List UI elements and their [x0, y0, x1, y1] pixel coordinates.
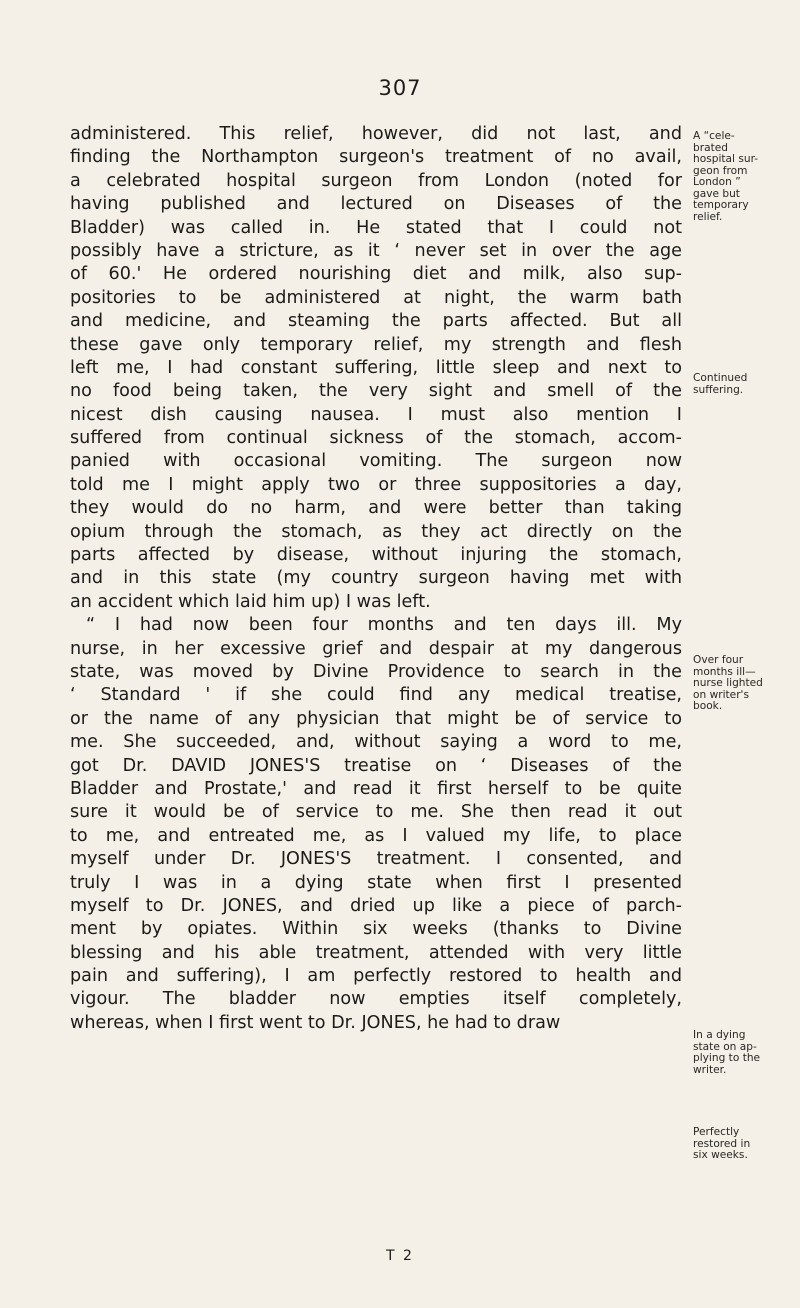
text-line: whereas, when I first went to Dr. JONES, he had to draw — [70, 1012, 561, 1033]
text-line: parts affected by disease, without injuring the stomach, — [70, 545, 682, 566]
text-line: told me I might apply two or three suppositories a day, — [70, 474, 682, 495]
margin-note-line: book. — [693, 700, 723, 712]
margin-note-line: Over four — [693, 654, 744, 666]
text-line: me. She succeeded, and, without saying a word to me, — [70, 732, 682, 753]
text-line: Bladder) was called in. He stated that I could not — [70, 217, 682, 238]
margin-note-line: London ” — [693, 176, 741, 188]
margin-note-line: restored in — [693, 1137, 751, 1150]
text-line: these gave only temporary relief, my strength and flesh — [70, 334, 682, 355]
margin-note-perfectly-restored — [693, 1127, 797, 1162]
margin-note-line: months ill— — [693, 665, 756, 678]
text-line: having published and lectured on Diseases of the — [70, 194, 682, 215]
text-line: opium through the stomach, as they act directly on the — [70, 521, 682, 542]
text-line: and medicine, and steaming the parts affected. But all — [70, 311, 682, 332]
text-line: Bladder and Prostate,' and read it first herself to be quite — [70, 778, 682, 799]
margin-note-line: Continued — [693, 372, 748, 384]
margin-note-line: state on ap- — [693, 1040, 757, 1053]
margin-note-line: Perfectly — [693, 1126, 740, 1138]
margin-note-line: gave but — [693, 187, 740, 200]
text-line: ‘ Standard ' if she could find any medical treatise, — [70, 685, 682, 706]
text-line: positories to be administered at night, the warm bath — [70, 287, 682, 308]
text-line: left me, I had constant suffering, little sleep and next to — [70, 357, 682, 378]
margin-note-line: In a dying — [693, 1029, 746, 1041]
text-line: and in this state (my country surgeon having met with — [70, 568, 682, 589]
margin-note-line: geon from — [693, 164, 748, 177]
text-line: state, was moved by Divine Providence to search in the — [70, 661, 682, 682]
text-line: no food being taken, the very sight and smell of the — [70, 381, 682, 402]
margin-note-dying-state — [693, 1030, 797, 1076]
text-line: “ I had now been four months and ten days ill. My — [86, 615, 682, 636]
text-line: of 60.' He ordered nourishing diet and milk, also sup- — [70, 264, 682, 285]
text-line: possibly have a stricture, as it ‘ never set in over the age — [70, 240, 682, 261]
margin-note-over-four-months — [693, 655, 797, 713]
margin-note-line: nurse lighted — [693, 677, 763, 689]
text-line: nurse, in her excessive grief and despair at my dangerous — [70, 638, 682, 659]
text-line: truly I was in a dying state when first I presented — [70, 872, 682, 893]
text-line: or the name of any physician that might be of service to — [70, 708, 682, 729]
body-text — [70, 123, 682, 1035]
text-line: finding the Northampton surgeon's treatment of no avail, — [70, 147, 682, 168]
margin-note-line: suffering. — [693, 383, 744, 396]
margin-note-line: six weeks. — [693, 1149, 748, 1161]
margin-note-line: A “cele- — [693, 130, 735, 142]
margin-note-line: temporary — [693, 199, 749, 211]
margin-note-celebrated-surgeon — [693, 131, 797, 223]
text-line: a celebrated hospital surgeon from London (noted for — [70, 170, 682, 191]
margin-note-line: on writer's — [693, 688, 749, 701]
signature-mark: T 2 — [386, 1248, 414, 1264]
text-line: nicest dish causing nausea. I must also mention I — [70, 404, 682, 425]
text-line: an accident which laid him up) I was left. — [70, 591, 431, 612]
margin-note-line: writer. — [693, 1063, 727, 1076]
margin-note-line: plying to the — [693, 1052, 761, 1064]
text-line: myself to Dr. JONES, and dried up like a piece of parch- — [70, 895, 682, 916]
margin-note-continued-suffering — [693, 373, 797, 396]
text-line: to me, and entreated me, as I valued my life, to place — [70, 825, 682, 846]
margin-note-line: hospital sur- — [693, 153, 759, 165]
margin-note-line: relief. — [693, 210, 723, 223]
text-line: pain and suffering), I am perfectly restored to health and — [70, 966, 682, 987]
text-line: sure it would be of service to me. She then read it out — [70, 802, 682, 823]
text-line: suffered from continual sickness of the stomach, accom- — [70, 428, 682, 449]
margin-note-line: brated — [693, 141, 728, 154]
text-line: administered. This relief, however, did not last, and — [70, 124, 682, 144]
text-line: ment by opiates. Within six weeks (thanks to Divine — [70, 919, 682, 940]
text-line: myself under Dr. JONES'S treatment. I consented, and — [70, 849, 682, 870]
text-line: they would do no harm, and were better than taking — [70, 498, 682, 519]
text-line: got Dr. DAVID JONES'S treatise on ‘ Diseases of the — [70, 755, 682, 776]
page-number: 307 — [378, 76, 422, 100]
text-line: vigour. The bladder now empties itself completely, — [70, 989, 682, 1010]
text-line: panied with occasional vomiting. The surgeon now — [70, 451, 682, 472]
text-line: blessing and his able treatment, attended with very little — [70, 942, 682, 963]
